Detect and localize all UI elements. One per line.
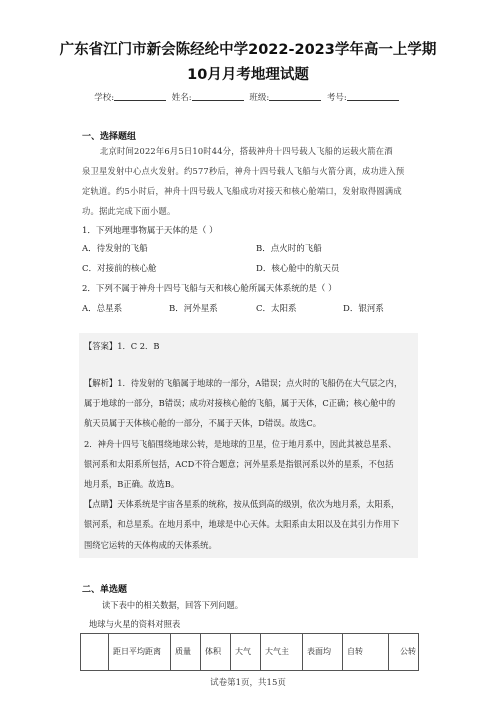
q1-option-d[interactable]: D．核心舱中的航天员 [256,264,340,274]
q2-option-b[interactable]: B．河外星系 [169,304,218,314]
class-blank[interactable] [269,91,321,101]
school-blank[interactable] [114,91,166,101]
name-blank[interactable] [192,91,244,101]
explanation-line: 航天员属于天体核心舱的一部分，不属于天体，D错误。故选C。 [84,418,322,429]
passage-line: 功。据此完成下面小题。 [82,206,176,216]
table-title: 地球与火星的资料对照表 [89,619,181,629]
passage-line: 定轨道。约5小时后，神舟十四号载人飞船成功对接天和核心舱端口，发射取得圆满成 [82,186,402,196]
section-heading-single-choice: 二、单选题 [82,585,128,595]
q2-option-d[interactable]: D．银河系 [343,304,384,314]
table-header-cell: 体积 [201,634,231,671]
table-header-cell: 自转 [343,634,389,671]
table-header-cell [81,634,109,671]
explanation-line: 围绕它运转的天体构成的天体系统。 [84,539,217,550]
earth-mars-comparison-table [80,633,419,671]
exam-title-line2: 10月月考地理试题 [187,67,309,83]
question-1-stem: 1．下列地理事物属于天体的是（ ） [82,226,218,236]
table-header-cell: 大气 [231,634,261,671]
exam-title-line1: 广东省江门市新会陈经纶中学2022-2023学年高一上学期 [59,42,437,58]
explanation-line: 【点睛】天体系统是宇宙各星系的统称，按从低到高的级别，依次为地月系，太阳系， [84,499,400,510]
table-header-cell: 表面均 [303,634,343,671]
passage-line: 北京时间2022年6月5日10时44分，搭载神舟十四号载人飞船的运载火箭在酒 [100,146,393,156]
exam-number-blank[interactable] [347,91,399,101]
q1-option-a[interactable]: A．待发射的飞船 [82,244,148,254]
explanation-block [84,373,414,555]
section-heading-choice-group: 一、选择题组 [82,132,137,142]
explanation-line: 银河系和太阳系所包括，ACD不符合题意；河外星系是指银河系以外的星系，不包括 [84,458,394,469]
explanation-line: 属于地球的一部分，B错误；成功对接核心舱的飞船，属于天体，C正确；核心舱中的 [84,398,396,409]
q2-option-a[interactable]: A．总星系 [82,304,123,314]
table-header-cell: 大气主 [261,634,303,671]
table-header-cell: 距日平均距离 [109,634,171,671]
class-label: 班级: [249,93,270,103]
school-label: 学校: [94,93,115,103]
answer-key: 【答案】1．C 2．B [84,341,160,351]
name-label: 姓名: [171,93,192,103]
explanation-line: 银河系，和总星系。在地月系中，地球是中心天体。太阳系由太阳以及在其引力作用下 [84,519,400,530]
table-header-cell: 质量 [171,634,201,671]
section2-instruction: 读下表中的相关数据，回答下列问题。 [102,600,244,610]
exam-number-label: 考号: [326,93,347,103]
page-footer: 试卷第1页，共15页 [210,678,286,688]
table-header-cell: 公转 [389,634,419,671]
q1-option-c[interactable]: C．对接前的核心舱 [82,264,157,274]
explanation-line: 地月系，B正确。故选B。 [84,479,180,490]
question-2-stem: 2．下列不属于神舟十四号飞船与天和核心舱所属天体系统的是（ ） [82,284,337,294]
explanation-line: 【解析】1．待发射的飞船属于地球的一部分，A错误；点火时的飞船仍在大气层之内， [84,378,403,388]
q1-option-b[interactable]: B．点火时的飞船 [256,244,322,254]
explanation-line: 2．神舟十四号飞船围绕地球公转，是地球的卫星，位于地月系中，因此其被总星系、 [84,438,397,449]
q2-option-c[interactable]: C．太阳系 [256,304,297,314]
student-info-line [0,91,496,103]
reading-passage [82,141,416,221]
table-header-row [81,634,419,671]
passage-line: 泉卫星发射中心点火发射。约577秒后，神舟十四号载人飞船与火箭分离，成功进入预 [82,166,405,176]
